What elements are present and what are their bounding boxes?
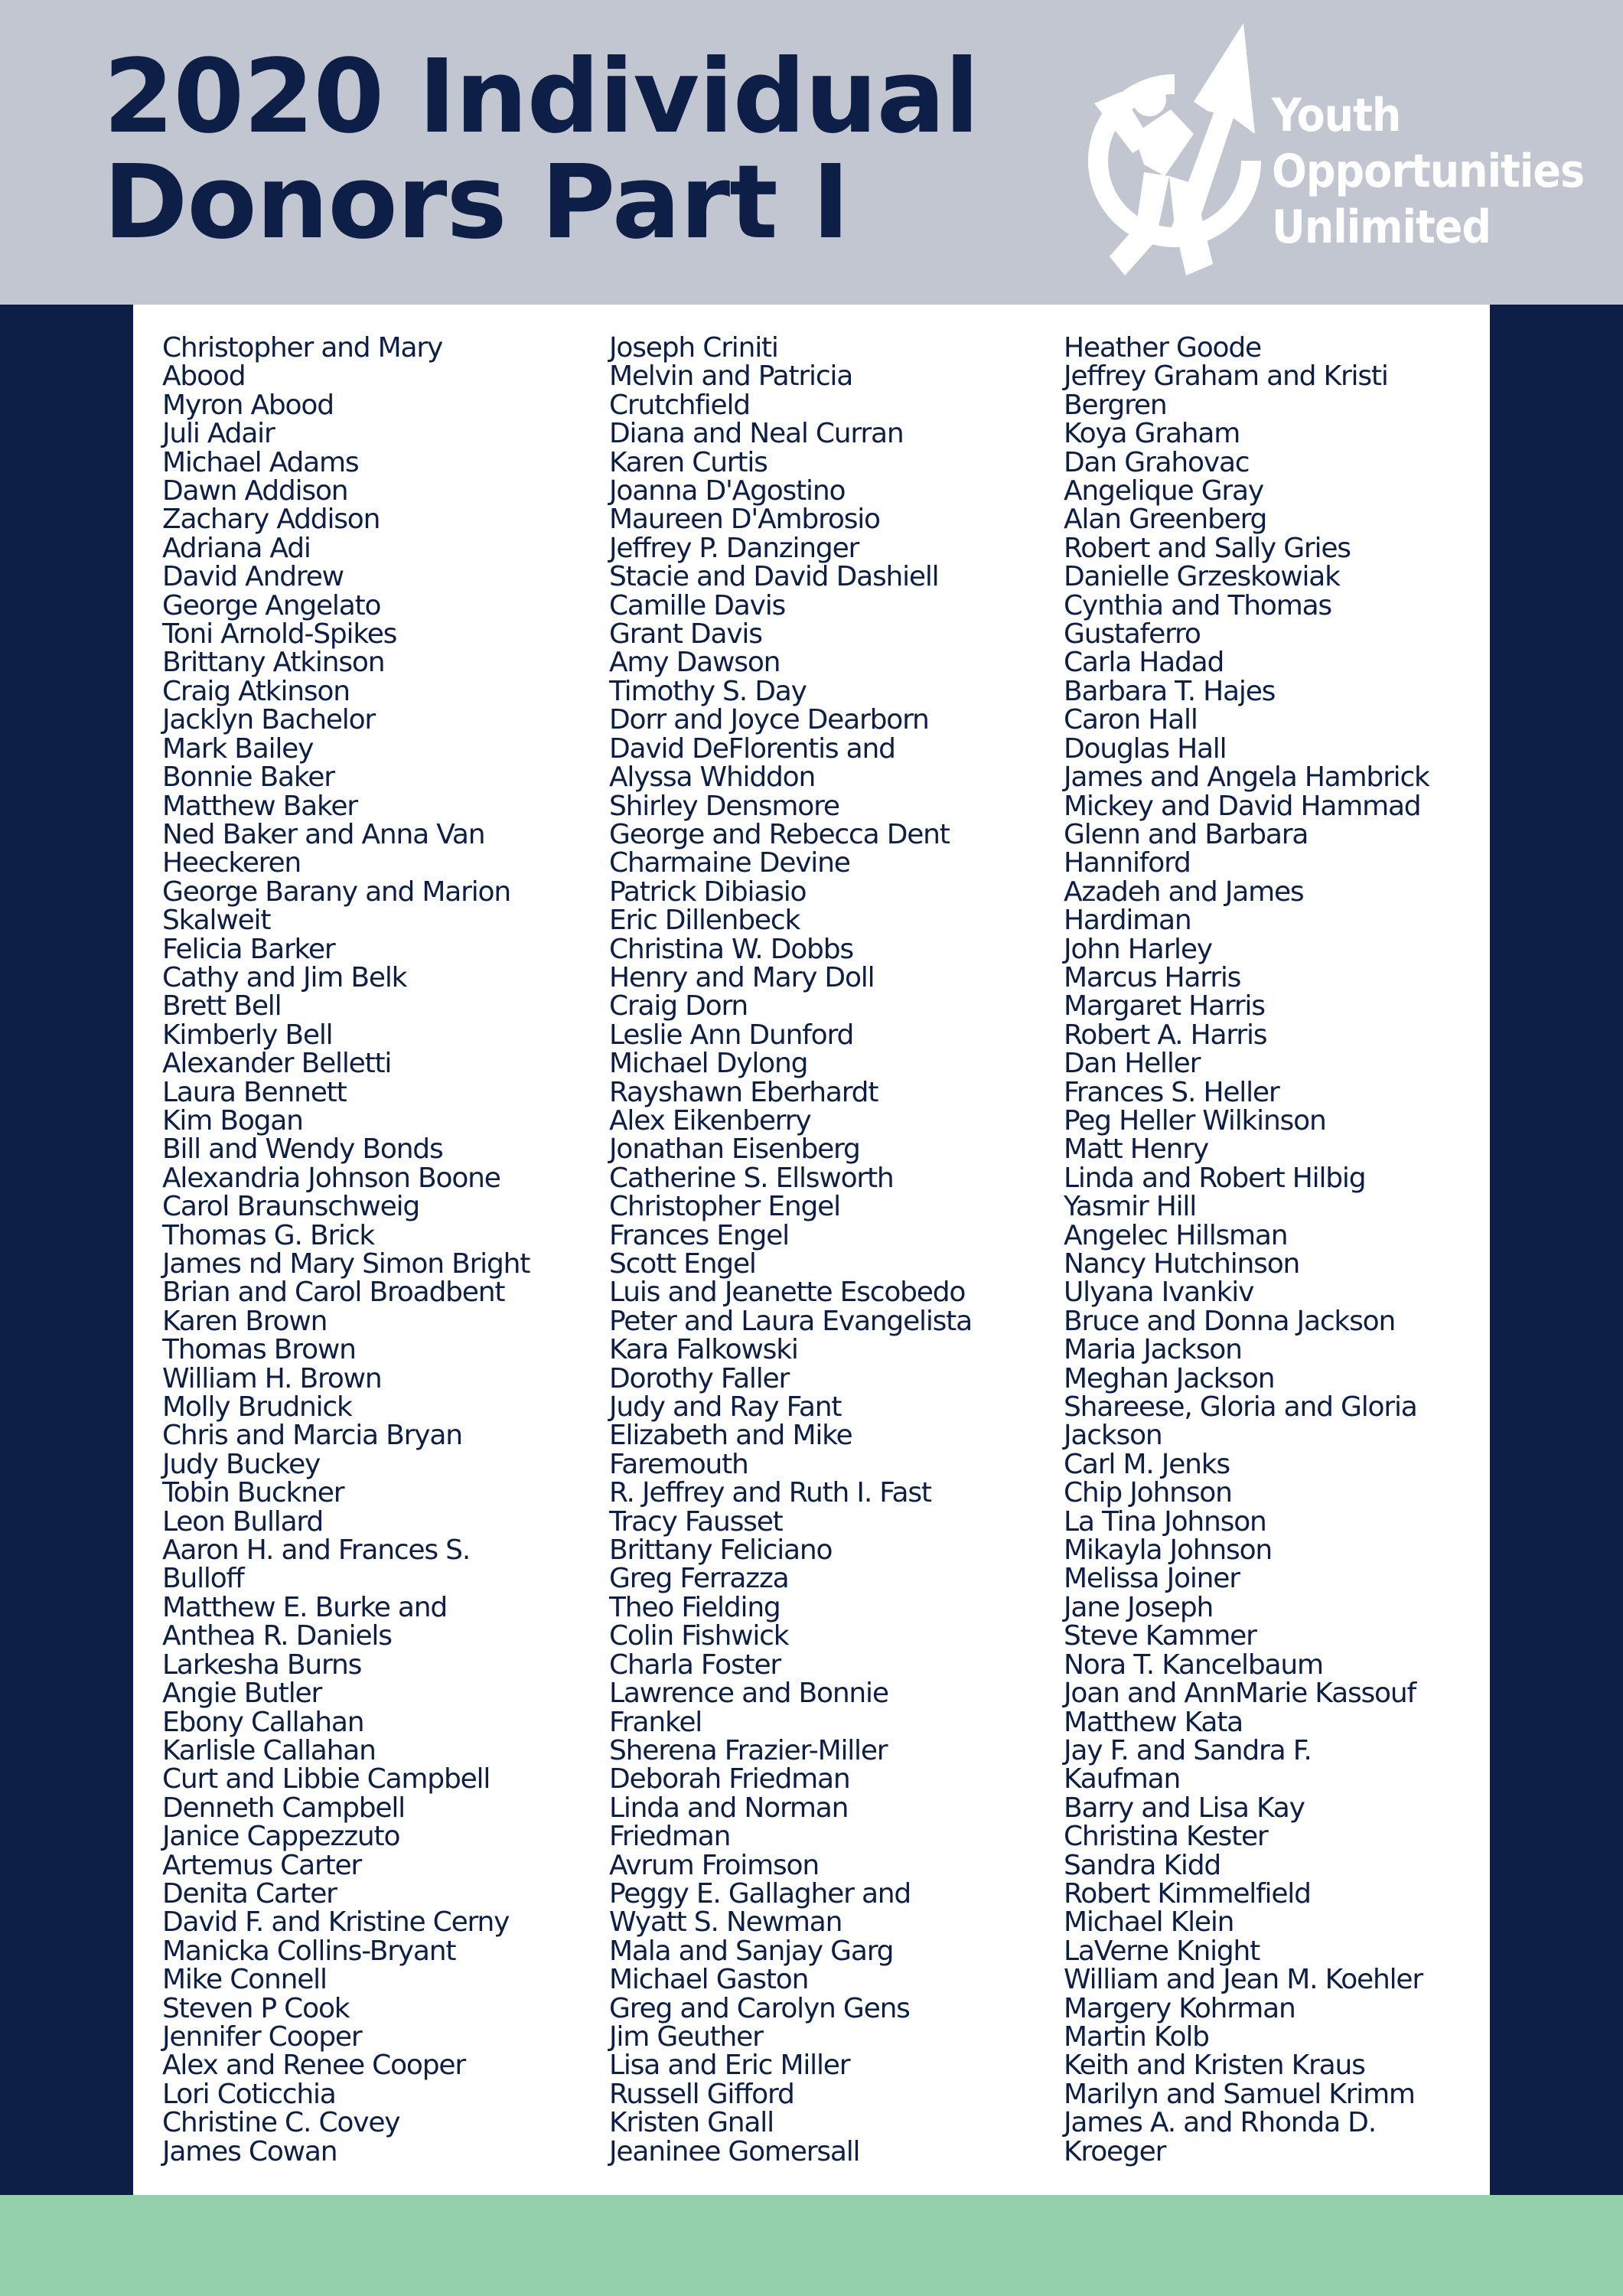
donor-name: Karen Brown [162, 1305, 328, 1337]
donor-name: Dorothy Faller [609, 1362, 790, 1394]
donor-name: Jane Joseph [1064, 1591, 1214, 1623]
page-title-line-2: Donors Part I [103, 144, 849, 262]
donor-name: James nd Mary Simon Bright [162, 1248, 530, 1280]
donor-name: Anthea R. Daniels [162, 1620, 392, 1652]
donor-name: William and Jean M. Koehler [1064, 1964, 1423, 1996]
donor-name: Amy Dawson [609, 647, 781, 679]
donor-name: Joseph Criniti [609, 332, 778, 364]
donor-name: Karen Curtis [609, 446, 768, 478]
donor-name: Alexandria Johnson Boone [162, 1162, 500, 1194]
donor-name: Colin Fishwick [609, 1620, 789, 1652]
donor-name: Dorr and Joyce Dearborn [609, 704, 929, 736]
donor-name: Skalweit [162, 905, 271, 937]
donor-name: Matt Henry [1064, 1133, 1208, 1166]
donor-name: Chip Johnson [1064, 1477, 1232, 1509]
donor-name: Juli Adair [162, 418, 275, 450]
donor-name: Kristen Gnall [609, 2107, 774, 2139]
donor-name: Alex Eikenberry [609, 1104, 811, 1137]
donor-name: Shareese, Gloria and Gloria [1064, 1391, 1417, 1424]
donor-name: Cathy and Jim Belk [162, 961, 407, 993]
donor-name: David Andrew [162, 561, 344, 593]
donor-name: Brittany Feliciano [609, 1534, 833, 1567]
donor-name: Judy Buckey [162, 1448, 321, 1480]
donor-name: Michael Adams [162, 446, 359, 478]
donor-name: Denita Carter [162, 1877, 337, 1910]
donor-name: Nora T. Kancelbaum [1064, 1649, 1323, 1681]
donor-name: Henry and Mary Doll [609, 961, 875, 993]
donor-name: Maureen D'Ambrosio [609, 504, 880, 536]
donor-name: Curt and Libbie Campbell [162, 1763, 490, 1795]
donor-name: Danielle Grzeskowiak [1064, 561, 1340, 593]
donor-name: George and Rebecca Dent [609, 818, 950, 850]
donor-name: Martin Kolb [1064, 2020, 1209, 2053]
donor-name: Frankel [609, 1706, 702, 1738]
donor-name: Larkesha Burns [162, 1649, 362, 1681]
donor-name: Denneth Campbell [162, 1792, 405, 1824]
donor-name: Artemus Carter [162, 1849, 362, 1881]
donor-name: Mike Connell [162, 1964, 327, 1996]
organization-name [1272, 88, 1584, 256]
donor-name: Angelique Gray [1064, 475, 1263, 507]
donor-name: Russell Gifford [609, 2078, 794, 2110]
donor-name: Brittany Atkinson [162, 647, 385, 679]
donor-name: Greg and Carolyn Gens [609, 1992, 910, 2024]
donor-name: Wyatt S. Newman [609, 1906, 842, 1939]
donor-name: Maria Jackson [1064, 1334, 1242, 1366]
donor-name: Jonathan Eisenberg [609, 1133, 860, 1166]
donor-name: Glenn and Barbara [1064, 818, 1309, 850]
donor-name: Christopher Engel [609, 1191, 840, 1223]
donor-name: Peg Heller Wilkinson [1064, 1104, 1326, 1137]
donor-name: Meghan Jackson [1064, 1362, 1275, 1394]
donor-name: Cynthia and Thomas [1064, 589, 1331, 621]
donor-name: Catherine S. Ellsworth [609, 1162, 894, 1194]
donor-name: Alyssa Whiddon [609, 762, 816, 794]
donor-name: David F. and Kristine Cerny [162, 1906, 510, 1939]
donor-name: Matthew Kata [1064, 1706, 1243, 1738]
donor-name: Bruce and Donna Jackson [1064, 1305, 1396, 1337]
donor-name: Timothy S. Day [609, 675, 807, 707]
donor-name: Felicia Barker [162, 933, 335, 965]
donor-name: Chris and Marcia Bryan [162, 1420, 462, 1452]
donor-name: Linda and Norman [609, 1792, 849, 1824]
donor-name: Eric Dillenbeck [609, 905, 800, 937]
donor-name: Peggy E. Gallagher and [609, 1877, 911, 1910]
donor-name: Thomas G. Brick [162, 1219, 375, 1251]
donor-name: Elizabeth and Mike [609, 1420, 852, 1452]
donor-name: James and Angela Hambrick [1064, 762, 1429, 794]
donor-name: Greg Ferrazza [609, 1563, 789, 1595]
donor-name: Laura Bennett [162, 1076, 347, 1108]
donor-name: Jay F. and Sandra F. [1064, 1734, 1312, 1766]
donor-name: Craig Dorn [609, 990, 748, 1022]
donor-name: Heeckeren [162, 847, 301, 879]
donor-name: Crutchfield [609, 389, 750, 421]
donor-name: Lawrence and Bonnie [609, 1678, 888, 1710]
donor-name: Azadeh and James [1064, 876, 1304, 908]
donor-name: Avrum Froimson [609, 1849, 819, 1881]
donor-name: Mark Bailey [162, 732, 314, 765]
donor-name: Bill and Wendy Bonds [162, 1133, 443, 1166]
donor-name: Deborah Friedman [609, 1763, 850, 1795]
donor-name: La Tina Johnson [1064, 1505, 1266, 1538]
donor-name: Ebony Callahan [162, 1706, 364, 1738]
header-banner [0, 0, 1623, 305]
donor-name: Dan Grahovac [1064, 446, 1250, 478]
donor-name: Michael Dylong [609, 1048, 808, 1080]
donor-name: David DeFlorentis and [609, 732, 895, 765]
donor-name: Robert Kimmelfield [1064, 1877, 1311, 1910]
donor-list-panel [133, 305, 1490, 2195]
donor-name: Tracy Fausset [609, 1505, 783, 1538]
donor-name: Yasmir Hill [1064, 1191, 1197, 1223]
donor-name: Michael Klein [1064, 1906, 1234, 1939]
donor-name: Leslie Ann Dunford [609, 1019, 854, 1051]
donor-name: Charla Foster [609, 1649, 781, 1681]
donor-name: Mikayla Johnson [1064, 1534, 1273, 1567]
donor-name: Theo Fielding [609, 1591, 781, 1623]
donor-name: Jeffrey P. Danzinger [609, 532, 859, 564]
organization-logo [1079, 19, 1585, 287]
donor-name: Bergren [1064, 389, 1167, 421]
donor-name: Margery Kohrman [1064, 1992, 1295, 2024]
donor-name: George Angelato [162, 589, 381, 621]
logo-text-line-3: Unlimited [1272, 201, 1491, 254]
donor-name: Thomas Brown [162, 1334, 356, 1366]
donor-name: Marilyn and Samuel Krimm [1064, 2078, 1415, 2110]
donor-name: James A. and Rhonda D. [1064, 2107, 1376, 2139]
donor-name: Alex and Renee Cooper [162, 2050, 465, 2082]
donor-name: Alan Greenberg [1064, 504, 1267, 536]
donor-column-1 [162, 334, 530, 2166]
footer-band [0, 2195, 1623, 2296]
donor-name: Brett Bell [162, 990, 282, 1022]
arrow-figure-logo-icon [1079, 19, 1270, 287]
donor-name: John Harley [1064, 933, 1212, 965]
donor-name: Linda and Robert Hilbig [1064, 1162, 1366, 1194]
donor-name: Abood [162, 360, 246, 393]
donor-name: Aaron H. and Frances S. [162, 1534, 471, 1567]
donor-name: Mickey and David Hammad [1064, 790, 1421, 822]
donor-name: Robert A. Harris [1064, 1019, 1267, 1051]
donor-name: Sherena Frazier-Miller [609, 1734, 888, 1766]
donor-name: William H. Brown [162, 1362, 382, 1394]
donor-name: Lori Coticchia [162, 2078, 336, 2110]
donor-name: Steven P Cook [162, 1992, 350, 2024]
donor-name: Joan and AnnMarie Kassouf [1064, 1678, 1416, 1710]
donor-name: Brian and Carol Broadbent [162, 1277, 505, 1309]
donor-name: Angie Butler [162, 1678, 322, 1710]
donor-name: Charmaine Devine [609, 847, 850, 879]
donor-name: Kroeger [1064, 2135, 1166, 2167]
donor-name: Luis and Jeanette Escobedo [609, 1277, 966, 1309]
donor-name: Kimberly Bell [162, 1019, 333, 1051]
donor-name: Kara Falkowski [609, 1334, 798, 1366]
donor-name: LaVerne Knight [1064, 1935, 1260, 1967]
donor-name: Dawn Addison [162, 475, 348, 507]
donor-name: Judy and Ray Fant [609, 1391, 842, 1424]
donor-name: Jacklyn Bachelor [162, 704, 376, 736]
donor-name: Christina Kester [1064, 1821, 1268, 1853]
donor-name: Adriana Adi [162, 532, 311, 564]
donor-name: Carol Braunschweig [162, 1191, 420, 1223]
donor-name: Zachary Addison [162, 504, 380, 536]
donor-name: Matthew E. Burke and [162, 1591, 448, 1623]
donor-name: Stacie and David Dashiell [609, 561, 939, 593]
donor-name: Gustaferro [1064, 618, 1201, 651]
donor-name: Frances Engel [609, 1219, 789, 1251]
donor-name: Myron Abood [162, 389, 334, 421]
donor-name: Carla Hadad [1064, 647, 1224, 679]
donor-name: Marcus Harris [1064, 961, 1241, 993]
donor-name: Hardiman [1064, 905, 1191, 937]
donor-name: Koya Graham [1064, 418, 1240, 450]
donor-name: Heather Goode [1064, 332, 1261, 364]
donor-name: Nancy Hutchinson [1064, 1248, 1300, 1280]
donor-name: Peter and Laura Evangelista [609, 1305, 972, 1337]
donor-name: Dan Heller [1064, 1048, 1201, 1080]
donor-name: Jeffrey Graham and Kristi [1064, 360, 1388, 393]
donor-name: Janice Cappezzuto [162, 1821, 400, 1853]
donor-name: Grant Davis [609, 618, 762, 651]
donor-name: Margaret Harris [1064, 990, 1265, 1022]
donor-name: Kim Bogan [162, 1104, 303, 1137]
donor-name: Shirley Densmore [609, 790, 839, 822]
logo-text-line-2: Opportunities [1272, 145, 1585, 198]
donor-name: Joanna D'Agostino [609, 475, 846, 507]
donor-name: Scott Engel [609, 1248, 756, 1280]
donor-name: Sandra Kidd [1064, 1849, 1221, 1881]
donor-name: Ulyana Ivankiv [1064, 1277, 1254, 1309]
donor-column-2 [609, 334, 972, 2166]
donor-name: Jim Geuther [609, 2020, 763, 2053]
donor-name: Toni Arnold-Spikes [162, 618, 397, 651]
donor-name: Manicka Collins-Bryant [162, 1935, 456, 1967]
donor-name: Christina W. Dobbs [609, 933, 853, 965]
donor-name: Camille Davis [609, 589, 786, 621]
donor-name: James Cowan [162, 2135, 337, 2167]
donor-name: Matthew Baker [162, 790, 357, 822]
donor-name: Melvin and Patricia [609, 360, 853, 393]
donor-name: Christine C. Covey [162, 2107, 400, 2139]
donor-name: Friedman [609, 1821, 731, 1853]
donor-name: Douglas Hall [1064, 732, 1227, 765]
donor-name: George Barany and Marion [162, 876, 511, 908]
donor-column-3 [1064, 334, 1429, 2166]
donor-name: Diana and Neal Curran [609, 418, 904, 450]
donor-name: Caron Hall [1064, 704, 1198, 736]
logo-text-line-1: Youth [1272, 89, 1401, 142]
donor-name: Barry and Lisa Kay [1064, 1792, 1305, 1824]
donor-name: Leon Bullard [162, 1505, 324, 1538]
donor-name: Mala and Sanjay Garg [609, 1935, 894, 1967]
donor-name: Faremouth [609, 1448, 748, 1480]
donor-name: Robert and Sally Gries [1064, 532, 1351, 564]
donor-name: Michael Gaston [609, 1964, 809, 1996]
donor-name: Kaufman [1064, 1763, 1181, 1795]
donor-name: Jennifer Cooper [162, 2020, 362, 2053]
page-title-line-1: 2020 Individual [103, 38, 979, 156]
donor-name: Melissa Joiner [1064, 1563, 1240, 1595]
donor-name: Ned Baker and Anna Van [162, 818, 485, 850]
donor-name: Keith and Kristen Kraus [1064, 2050, 1365, 2082]
donor-name: Jeaninee Gomersall [609, 2135, 860, 2167]
donor-name: Frances S. Heller [1064, 1076, 1279, 1108]
donor-name: Barbara T. Hajes [1064, 675, 1276, 707]
donor-name: Lisa and Eric Miller [609, 2050, 850, 2082]
donor-name: Tobin Buckner [162, 1477, 344, 1509]
donor-name: Craig Atkinson [162, 675, 350, 707]
donor-name: Rayshawn Eberhardt [609, 1076, 878, 1108]
donor-name: Molly Brudnick [162, 1391, 352, 1424]
donor-name: Hanniford [1064, 847, 1191, 879]
donor-name: Jackson [1064, 1420, 1162, 1452]
donor-name: Carl M. Jenks [1064, 1448, 1230, 1480]
page-title [103, 38, 979, 262]
donor-name: Steve Kammer [1064, 1620, 1256, 1652]
donor-name: Bonnie Baker [162, 762, 334, 794]
donor-name: Alexander Belletti [162, 1048, 392, 1080]
donor-name: Christopher and Mary [162, 332, 443, 364]
donor-name: Patrick Dibiasio [609, 876, 807, 908]
donor-name: R. Jeffrey and Ruth I. Fast [609, 1477, 931, 1509]
donor-name: Angelec Hillsman [1064, 1219, 1288, 1251]
donor-name: Karlisle Callahan [162, 1734, 376, 1766]
donor-name: Bulloff [162, 1563, 244, 1595]
